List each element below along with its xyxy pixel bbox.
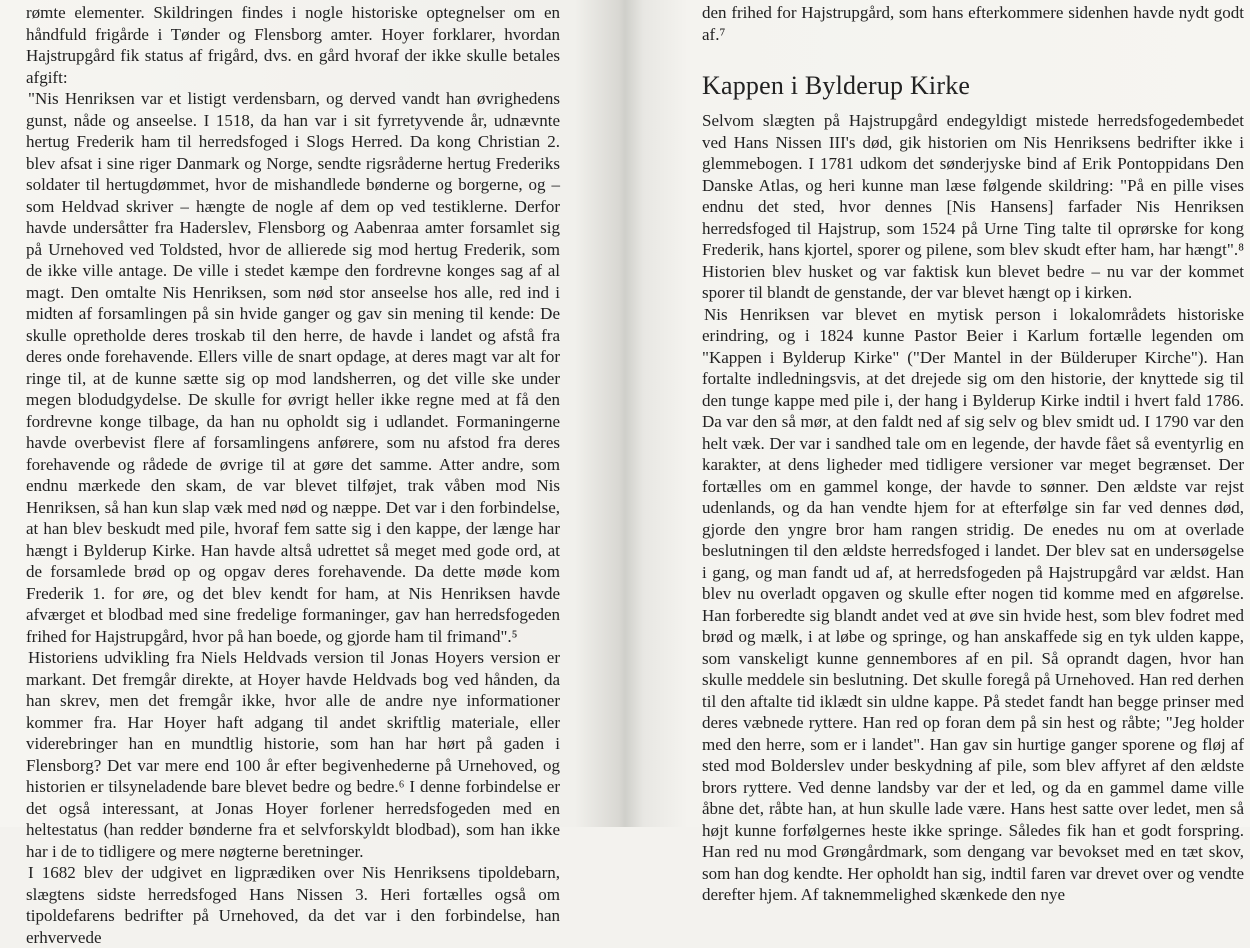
right-paragraph-2: Nis Henriksen var blevet en mytisk person i lokalområdets historiske erindring, og i 1824 kunne Pastor Beier i Karlum fortælle legenden om "Kappen i Bylderup Kirke" ("Der Mantel in der Bülderuper Kirche"). Han fortalte indledningsvis, at det drejede sig om den historie, der knyttede sig til den tunge kappe med pile i, der hang i Bylderup Kirke indtil i hvert fald 1786. Da var den så mør, at den faldt ned af sig selv og blev smidt ud. I 1790 var den helt væk. Der var i sandhed tale om en legende, der havde fået så eventyrlig en karakter, at dens ligheder med tidligere versioner var meget begrænset. Der fortælles om en gammel konge, der havde to sønner. Den ældste var rejst udenlands, og da han vendte hjem for at efterfølge sin far ved dennes død, gjorde den yngre bror ham rangen stridig. De enedes nu om at overlade beslutningen til den ældste herredsfoged i landet. Der blev sat en undersøgelse i gang, og man fandt ud af, at herredsfogeden på Hajstrupgård var ældst. Han blev nu overladt opgaven og skulle efter nogen tid komme med en afgørelse. Han forberedte sig blandt andet ved at øve sin hvide hest, som blev fodret med brød og mælk, i at løbe og springe, og han anskaffede sig en tyk ulden kappe, som vanskeligt kunne gennembores af en pil. Så oprandt dagen, hvor han skulle meddele sin beslutning. Det skulle foregå på Urnehoved. Han red derhen til den aftalte tid iklædt sin uldne kappe. På stedet fandt han begge prinser med deres væbnede ryttere. Han red op foran dem på sin hest og råbte; "Jeg holder med den herre, som er i landet". Han gav sin hurtige ganger sporene og fløj af sted mod Bolderslev under beskydning af pile, som blev affyret af den ældste brors ryttere. Ved denne landsby var der et led, og da en gammel dame ville åbne det, råbte han, at hun skulle lade være. Hans hest satte over ledet, men så højt kunne forfølgernes heste ikke springe. Således fik han et godt forspring. Han red nu mod Grøngårdmark, som dengang var bevokset med en tæt skov, som han dog kendte. Her opholdt han sig, indtil faren var drevet over og vendte derefter hjem. Af taknemmelighed skænkede den nye [702,304,1244,904]
left-page [0,0,600,947]
left-paragraph-1: rømte elementer. Skildringen findes i nogle historiske optegnelser om en håndfuld frigårde i Tønder og Flensborg amter. Hoyer forklarer, hvordan Hajstrupgård fik status af frigård, dvs. en gård hvoraf der ikke skulle betales afgift: [26,3,560,87]
left-paragraph-4: I 1682 blev der udgivet en ligprædiken over Nis Henriksens tipoldebarn, slægtens sidste herredsfoged Hans Nissen 3. Heri fortælles også om tipoldefarens bedrifter på Urnehoved, da det var i den forbindelse, han erhvervede [26,863,560,947]
right-intro-paragraph: den frihed for Hajstrupgård, som hans efterkommere sidenhen havde nydt godt af.⁷ [702,3,1244,44]
right-page [632,0,1250,904]
right-paragraph-1: Selvom slægten på Hajstrupgård endegyldigt mistede herredsfogedembedet ved Hans Nissen III's død, gik historien om Nis Henriksens bedrifter ikke i glemmebogen. I 1781 udkom det sønderjyske bind af Erik Pontoppidans Den Danske Atlas, og heri kunne man læse følgende skildring: "På en pille vises endnu det sted, hvor dennes [Nis Hansens] farfader Nis Henriksen herredsfoged til Hajstrup, som 1524 på Urne Ting talte til oprørske for kong Frederik, hans kjortel, sporer og pilene, som blev skudt efter ham, har hængt".⁸ Historien blev husket og var faktisk kun blevet bedre – nu var der kommet sporer til blandt de genstande, der var blevet hængt op i kirken. [702,111,1244,302]
left-paragraph-3: Historiens udvikling fra Niels Heldvads version til Jonas Hoyers version er markant. Det fremgår direkte, at Hoyer havde Heldvads bog ved hånden, da han skrev, men det fremgår ikke, hvor alle de andre nye informationer kommer fra. Har Hoyer haft adgang til andet skriftlig materiale, eller viderebringer han en mundtlig historie, som han har hørt på gaden i Flensborg? Det var mere end 100 år efter begivenhederne på Urnehoved, og historien er tilsyneladende bare blevet bedre og bedre.⁶ I denne forbindelse er det også interessant, at Jonas Hoyer forlener herredsfogeden med en heltestatus (han redder bønderne fra et selvforskyldt blodbad), som han ikke har i de to tidligere og mere nøgterne beretninger. [26,648,560,861]
section-heading: Kappen i Bylderup Kirke [702,71,971,100]
left-paragraph-quote: "Nis Henriksen var et listigt verdensbarn, og derved vandt han øvrighedens gunst, nåde og anseelse. I 1518, da han var i sit fyrretyvende år, udnævnte hertug Frederik ham til herredsfoged i Slogs Herred. Da kong Christian 2. blev afsat i sine riger Danmark og Norge, sendte rigsråderne hertug Frederiks soldater til hertugdømmet, hvor de mishandlede bønderne og borgerne, og – som Heldvad skriver – hængte de nogle af dem op ved testiklerne. Derfor havde undersåtter fra Haderslev, Flensborg og Aabenraa amter forsamlet sig på Urnehoved ved Toldsted, hvor de allierede sig mod hertug Frederik, som de ikke ville antage. De ville i stedet kæmpe den fordrevne konges sag af al magt. Den omtalte Nis Henriksen, som nød stor anseelse hos alle, red ind i midten af forsamlingen på sin hvide ganger og gav sin mening til kende: De skulle opretholde deres troskab til den herre, de havde i landet og afstå fra deres onde forehavende. Ellers ville de snart opdage, at deres magt var alt for ringe til, at de kunne sætte sig op mod landsherren, og det ville ske under megen blodudgydelse. De skulle for øvrigt heller ikke regne med at få den fordrevne konge tilbage, da han nu opholdt sig i udlandet. Formaningerne havde overbevist flere af forsamlingens anførere, som nu afstod fra deres forehavende og rådede de øvrige til at gøre det samme. Atter andre, som endnu mærkede den skam, de var blevet tilføjet, trak våben mod Nis Henriksen, så han kun slap væk med nød og næppe. Det var i den forbindelse, at han blev beskudt med pile, hvoraf fem satte sig i den kappe, der længe har hængt i Bylderup Kirke. Han havde altså udrettet så meget med gode ord, at de forsamlede brød op og opgav deres forehavende. Da dette møde kom Frederik 1. for øre, og det blev kendt for ham, at Nis Henriksen havde afværget et blodbad med sine fredelige formaninger, gav han herredsfogeden frihed for Hajstrupgård, hvor på han boede, og gjorde ham til frimand".⁵ [26,89,560,646]
